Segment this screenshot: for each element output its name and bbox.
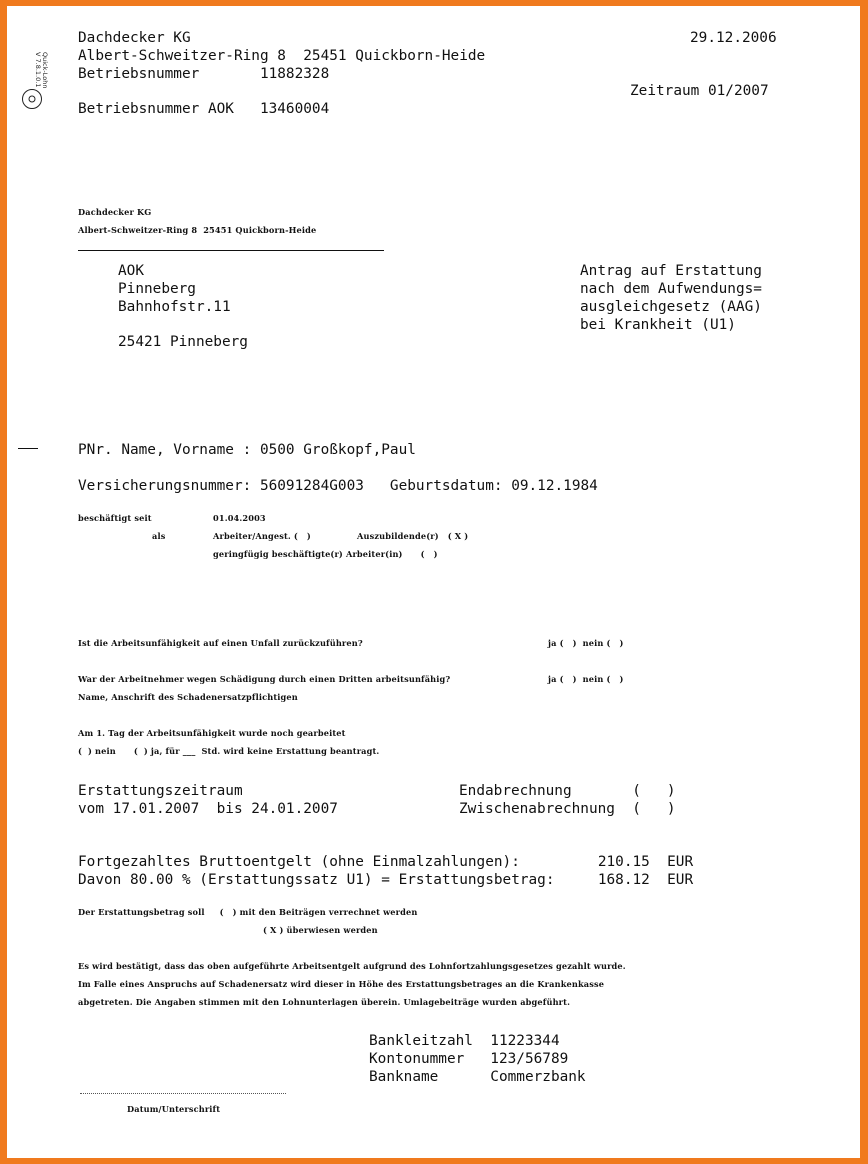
signature-line bbox=[80, 1093, 286, 1094]
period-final: Endabrechnung ( ) bbox=[459, 783, 676, 799]
confirmation-line-3: abgetreten. Die Angaben stimmen mit den Lohnunterlagen überein. Umlagebeiträge wurden abgeführt. bbox=[78, 997, 571, 1007]
header-company: Dachdecker KG bbox=[78, 30, 191, 46]
cd-logo-icon bbox=[21, 88, 43, 110]
confirmation-line-1: Es wird bestätigt, dass das oben aufgeführte Arbeitsentgelt aufgrund des Lohnfortzahlungsgesetzes gezahlt wurde. bbox=[78, 961, 626, 971]
header-betriebsnummer-aok: Betriebsnummer AOK 13460004 bbox=[78, 101, 330, 117]
bank-blz: Bankleitzahl 11223344 bbox=[369, 1033, 560, 1049]
sender-divider bbox=[78, 250, 384, 251]
employment-option-worker: Arbeiter/Angest. ( ) bbox=[213, 531, 311, 541]
employee-svnr-line: Versicherungsnummer: 56091284G003 Geburtsdatum: 09.12.1984 bbox=[78, 478, 598, 494]
sender-address: Albert-Schweitzer-Ring 8 25451 Quickborn-Heide bbox=[78, 225, 317, 235]
software-brand-strip bbox=[17, 28, 47, 118]
header-address: Albert-Schweitzer-Ring 8 25451 Quickborn-Heide bbox=[78, 48, 486, 64]
fold-mark bbox=[18, 448, 38, 449]
question-third-party-sub: Name, Anschrift des Schadenersatzpflichtigen bbox=[78, 692, 298, 702]
subject-line-4: bei Krankheit (U1) bbox=[580, 317, 736, 333]
recipient-line-2: Pinneberg bbox=[118, 281, 196, 297]
employment-option-apprentice: Auszubildende(r) ( X ) bbox=[357, 531, 469, 541]
subject-line-2: nach dem Aufwendungs= bbox=[580, 281, 762, 297]
software-brand-text bbox=[34, 52, 48, 88]
question-accident-answer: ja ( ) nein ( ) bbox=[548, 638, 624, 648]
signature-label: Datum/Unterschrift bbox=[127, 1104, 221, 1114]
brand-line-1: Quick-Lohn bbox=[41, 52, 49, 89]
brand-line-2: V 7.8.1.0.1 bbox=[34, 52, 42, 88]
header-date: 29.12.2006 bbox=[690, 30, 777, 46]
employee-name-line: PNr. Name, Vorname : 0500 Großkopf,Paul bbox=[78, 442, 416, 458]
employment-option-marginal: geringfügig beschäftigte(r) Arbeiter(in) ( ) bbox=[213, 549, 438, 559]
document-page bbox=[7, 6, 860, 1158]
amount-gross: Fortgezahltes Bruttoentgelt (ohne Einmalzahlungen): 210.15 EUR bbox=[78, 854, 694, 870]
employment-since-value: 01.04.2003 bbox=[213, 513, 266, 523]
recipient-line-1: AOK bbox=[118, 263, 144, 279]
question-third-party-answer: ja ( ) nein ( ) bbox=[548, 674, 624, 684]
period-interim: Zwischenabrechnung ( ) bbox=[459, 801, 676, 817]
bank-name: Bankname Commerzbank bbox=[369, 1069, 586, 1085]
subject-line-1: Antrag auf Erstattung bbox=[580, 263, 762, 279]
sender-company: Dachdecker KG bbox=[78, 207, 152, 217]
question-third-party: War der Arbeitnehmer wegen Schädigung durch einen Dritten arbeitsunfähig? bbox=[78, 674, 451, 684]
question-first-day: Am 1. Tag der Arbeitsunfähigkeit wurde noch gearbeitet bbox=[78, 728, 346, 738]
period-label: Erstattungszeitraum bbox=[78, 783, 243, 799]
header-betriebsnummer: Betriebsnummer 11882328 bbox=[78, 66, 330, 82]
question-accident: Ist die Arbeitsunfähigkeit auf einen Unfall zurückzuführen? bbox=[78, 638, 363, 648]
refund-method-line-2: ( X ) überwiesen werden bbox=[263, 925, 378, 935]
period-range: vom 17.01.2007 bis 24.01.2007 bbox=[78, 801, 338, 817]
bank-account: Kontonummer 123/56789 bbox=[369, 1051, 569, 1067]
employment-als-label: als bbox=[152, 531, 166, 541]
subject-line-3: ausgleichgesetz (AAG) bbox=[580, 299, 762, 315]
confirmation-line-2: Im Falle eines Anspruchs auf Schadenersatz wird dieser in Höhe des Erstattungsbetrages an die Krankenkasse bbox=[78, 979, 605, 989]
employment-since-label: beschäftigt seit bbox=[78, 513, 152, 523]
question-first-day-options: ( ) nein ( ) ja, für ___ Std. wird keine Erstattung beantragt. bbox=[78, 746, 380, 756]
recipient-line-4: 25421 Pinneberg bbox=[118, 334, 248, 350]
amount-refund: Davon 80.00 % (Erstattungssatz U1) = Erstattungsbetrag: 168.12 EUR bbox=[78, 872, 694, 888]
refund-method-line-1: Der Erstattungsbetrag soll ( ) mit den Beiträgen verrechnet werden bbox=[78, 907, 418, 917]
header-zeitraum: Zeitraum 01/2007 bbox=[630, 83, 769, 99]
recipient-line-3: Bahnhofstr.11 bbox=[118, 299, 231, 315]
